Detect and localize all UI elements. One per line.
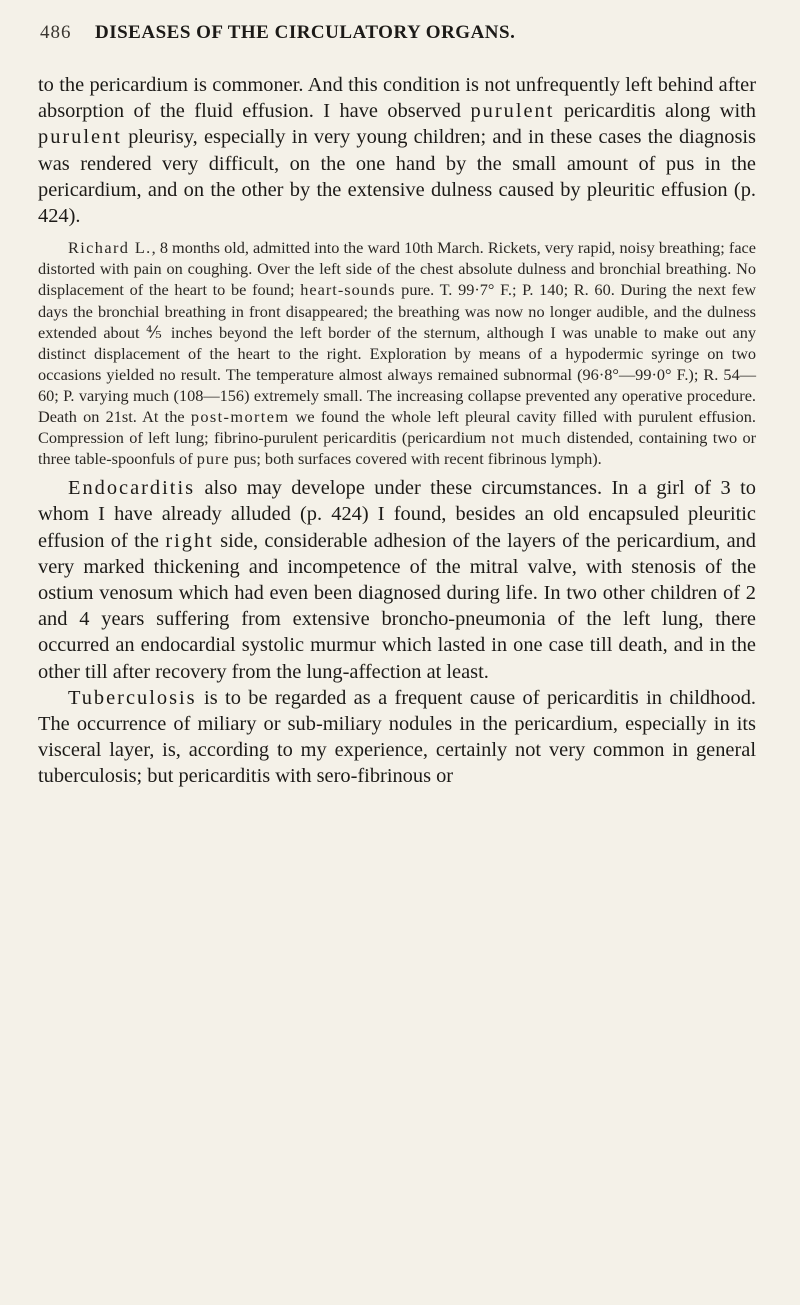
text-run: to the pericardium is commoner. And this condition is not unfrequently left behind after absorption of the fluid effusion. I have observed — [38, 74, 756, 123]
spaced-term: purulent — [38, 126, 122, 149]
spaced-term: pure — [196, 449, 230, 469]
text-run: is to be regarded as a frequent cause of pericarditis in childhood. The occurrence of miliary or sub-miliary nodules in the pericardium, especially in its visceral layer, is, according to my experience, certainly not very common in general tuberculosis; but pericarditis with sero-fibrinous or — [38, 686, 756, 788]
spaced-term: heart-sounds — [300, 280, 396, 300]
text-run: pure. T. 99·7° F.; P. 140; R. 60. During the next few days the bronchial breathing in front disappeared; the breathing was now no longer audible, and the dulness extended about ⅘ inches beyond the left border of the sternum, although I was unable to make out any distinct displacement of the heart to the right. Exploration by means of a hypodermic syringe on two occasions yielded no result. The temperature almost always remained subnormal (96·8°—99·0° F.); R. 54—60; P. varying much (108—156) extremely small. The increasing collapse prevented any operative procedure. Death on 21st. At the — [38, 280, 756, 426]
text-run: distended, containing two or three table-spoonfuls of — [38, 428, 757, 469]
text-run: also may develope under these circumstances. In a girl of 3 to whom I have already alluded (p. 424) I found, besides an old encapsuled pleuritic effusion of the — [38, 477, 756, 552]
page-body — [38, 72, 756, 790]
patient-name: Richard L. — [68, 238, 152, 258]
running-head: DISEASES OF THE CIRCULATORY ORGANS. — [95, 22, 516, 43]
text-run: pleurisy, especially in very young children; and in these cases the diagnosis was rendered very difficult, on the one hand by the small amount of pus in the pericardium, and on the other by the extensive dulness caused by pleuritic effusion (p. 424). — [38, 126, 756, 228]
text-run: , 8 months old, admitted into the ward 10th March. Rickets, very rapid, noisy breathing; face distorted with pain on coughing. Over the left side of the chest absolute dulness and bronchial breathing. No displacement of the heart to be found; — [38, 238, 757, 300]
text-run: side, considerable adhesion of the layers of the pericardium, and very marked thickening and incompetence of the mitral valve, with stenosis of the ostium venosum which had even been diagnosed during life. In two other children of 2 and 4 years suffering from extensive broncho-pneumonia of the left lung, there occurred an endocardial systolic murmur which lasted in one case till death, and in the other till after recovery from the lung-affection at least. — [38, 529, 757, 683]
spaced-term: not much — [491, 428, 562, 448]
spaced-term: post-mortem — [190, 406, 290, 426]
paragraph-purulent-pericarditis — [38, 72, 756, 229]
text-run: pericarditis along with — [554, 100, 756, 123]
spaced-term: purulent — [470, 100, 555, 123]
text-run: we found the whole left pleural cavity filled with purulent effusion. Compression of left lung; fibrino-purulent pericarditis (pericardium — [38, 406, 756, 448]
page-number: 486 — [40, 22, 72, 43]
section-lead-term: Tuberculosis — [68, 686, 197, 709]
spaced-term: right — [165, 529, 214, 552]
page-header — [40, 22, 800, 52]
paragraph-tuberculosis — [38, 685, 756, 790]
case-report — [38, 237, 756, 469]
paragraph-endocarditis — [38, 475, 756, 685]
section-lead-term: Endocarditis — [68, 477, 196, 500]
text-run: pus; both surfaces covered with recent fibrinous lymph). — [229, 449, 602, 469]
